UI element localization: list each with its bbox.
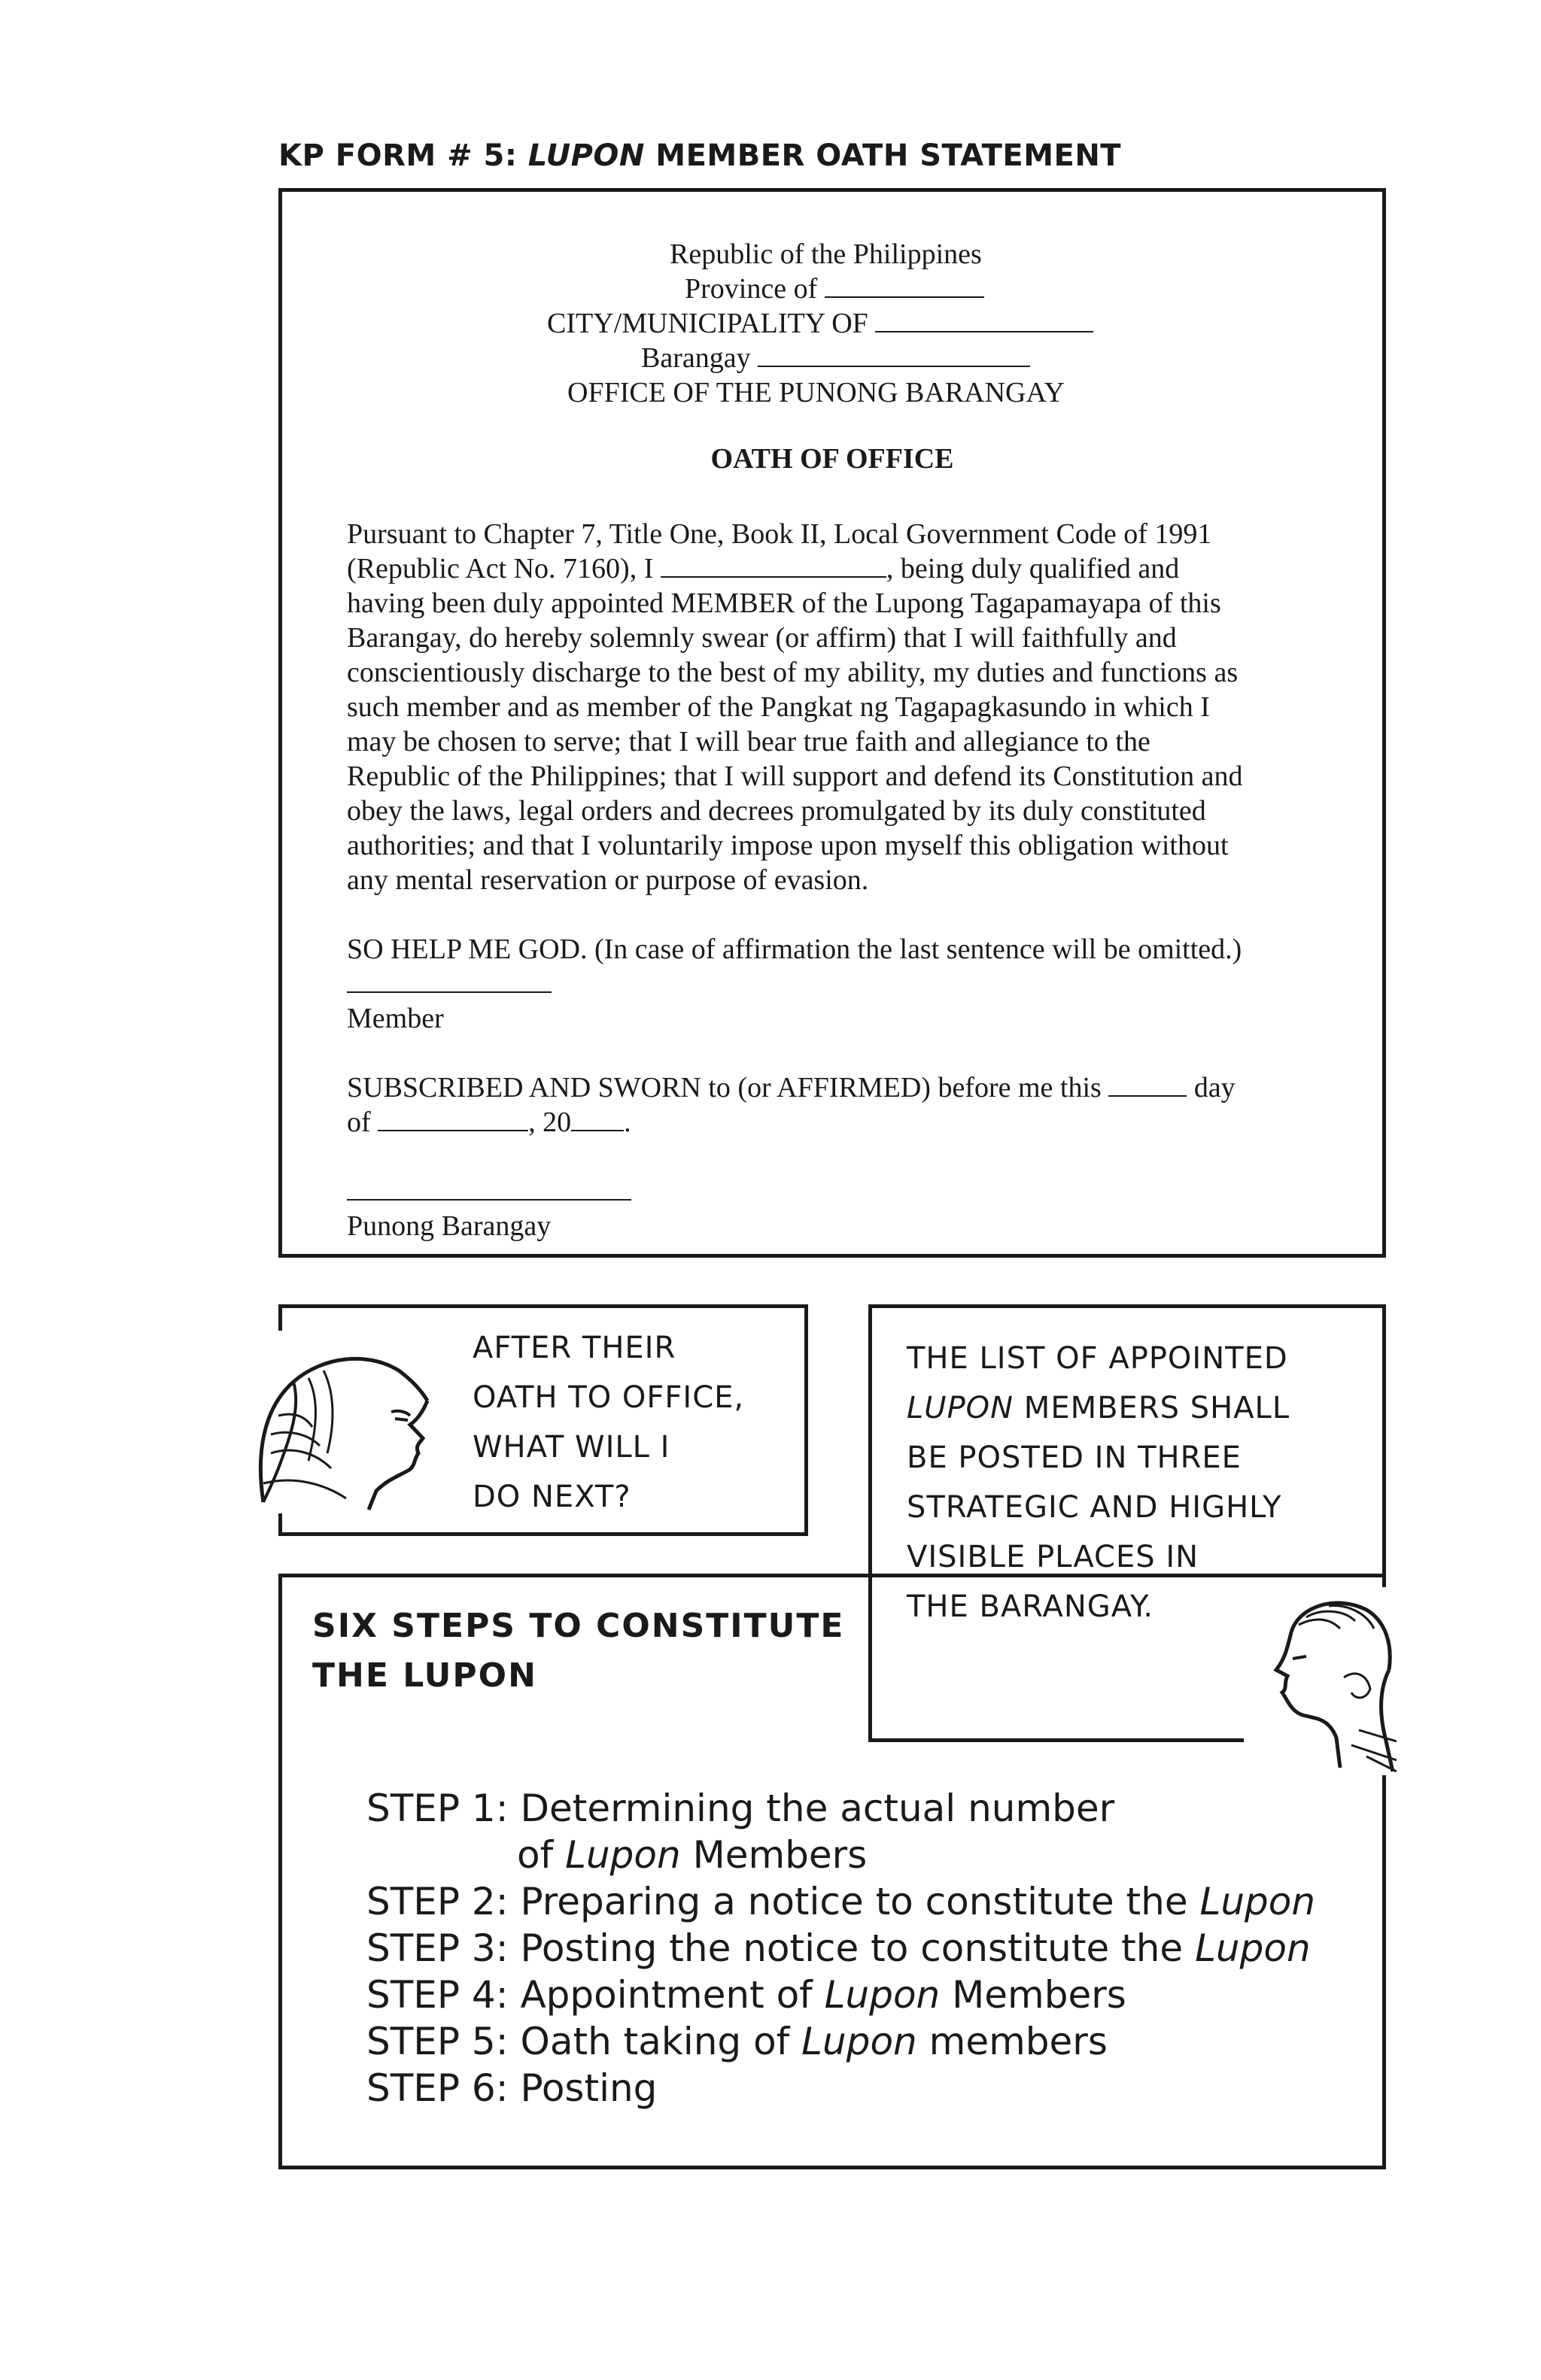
subscribed-day: day — [1193, 1072, 1236, 1103]
form-heading-italic: LUPON — [527, 138, 645, 173]
para-line — [347, 551, 1348, 586]
member-name-blank[interactable] — [661, 552, 886, 578]
bubble-right-italic: LUPON — [907, 1391, 1014, 1425]
bubble-right-rest: MEMBERS SHALL — [1014, 1391, 1290, 1425]
day-blank[interactable] — [1108, 1071, 1187, 1097]
step-text: members — [916, 2020, 1108, 2063]
step-italic: Lupon — [565, 1833, 681, 1877]
header-barangay-label: Barangay — [641, 342, 751, 374]
step-3 — [366, 1925, 1315, 1972]
step-5 — [366, 2018, 1315, 2065]
step-4 — [366, 1972, 1315, 2018]
woman-face-icon — [248, 1340, 436, 1513]
bubble-left-line: WHAT WILL I — [473, 1430, 670, 1465]
punong-signature-blank[interactable] — [347, 1175, 631, 1201]
bubble-right-line: STRATEGIC AND HIGHLY — [907, 1490, 1282, 1525]
step-text: Members — [940, 1973, 1126, 2017]
date-of: of — [347, 1107, 371, 1138]
step-text: of — [517, 1833, 566, 1877]
punong-signature-line — [347, 1174, 1348, 1209]
bubble-right-line: BE POSTED IN THREE — [907, 1440, 1242, 1475]
bubble-right-line — [907, 1383, 1290, 1433]
form-heading — [278, 138, 1257, 173]
province-blank[interactable] — [825, 272, 984, 298]
steps-title-line: SIX STEPS TO CONSTITUTE — [312, 1607, 845, 1645]
step-italic: Lupon — [824, 1973, 941, 2017]
header-city — [282, 306, 1382, 341]
header-republic: Republic of the Philippines — [670, 238, 982, 270]
year-blank[interactable] — [571, 1106, 624, 1131]
steps-list — [366, 1785, 1315, 2111]
punong-label: Punong Barangay — [347, 1210, 552, 1242]
date-year-prefix: , 20 — [528, 1107, 572, 1138]
para-line: having been duly appointed MEMBER of the Lupong Tagapamayapa of this — [347, 587, 1221, 619]
oath-form-box — [278, 188, 1386, 1258]
para-line: Pursuant to Chapter 7, Title One, Book II, Local Government Code of 1991 — [347, 518, 1212, 550]
bubble-left-text — [473, 1323, 744, 1522]
step-text: STEP 3: Posting the notice to constitute the — [366, 1926, 1196, 1970]
oath-title: OATH OF OFFICE — [710, 443, 954, 475]
step-text: STEP 2: Preparing a notice to constitute the — [366, 1880, 1200, 1923]
member-signature-line — [347, 967, 1348, 1001]
step-text: Members — [680, 1833, 868, 1877]
member-label: Member — [347, 1003, 444, 1034]
para-line-part: (Republic Act No. 7160), I — [347, 553, 654, 584]
step-italic: Lupon — [1195, 1926, 1311, 1970]
step-italic: Lupon — [1199, 1880, 1316, 1923]
man-face-icon — [1246, 1587, 1397, 1775]
para-line: may be chosen to serve; that I will bear true faith and allegiance to the — [347, 726, 1150, 757]
step-text: STEP 5: Oath taking of — [366, 2020, 802, 2063]
header-office: OFFICE OF THE PUNONG BARANGAY — [567, 377, 1065, 408]
bubble-left-line: DO NEXT? — [473, 1480, 631, 1514]
para-line: obey the laws, legal orders and decrees promulgated by its duly constituted — [347, 795, 1206, 827]
step-2 — [366, 1878, 1315, 1925]
para-line: such member and as member of the Pangkat ng Tagapagkasundo in which I — [347, 691, 1210, 723]
bubble-right-line: THE LIST OF APPOINTED — [907, 1341, 1288, 1376]
bubble-right-line: VISIBLE PLACES IN — [907, 1540, 1199, 1574]
para-line: conscientiously discharge to the best of my ability, my duties and functions as — [347, 657, 1239, 688]
bubble-left-line: AFTER THEIR — [473, 1331, 676, 1365]
date-period: . — [624, 1107, 631, 1138]
para-line: Barangay, do hereby solemnly swear (or affirm) that I will faithfully and — [347, 622, 1177, 654]
header-city-label: CITY/MUNICIPALITY OF — [547, 308, 868, 339]
para-line: Republic of the Philippines; that I will support and defend its Constitution and — [347, 760, 1243, 792]
oath-header — [282, 237, 1382, 410]
steps-title — [312, 1601, 844, 1701]
oath-body — [347, 517, 1348, 1243]
step-1-cont — [366, 1832, 1315, 1878]
steps-box — [278, 1574, 1386, 2169]
para-line-part: , being duly qualified and — [886, 553, 1180, 584]
steps-title-line: THE LUPON — [312, 1656, 537, 1695]
so-help-line: SO HELP ME GOD. (In case of affirmation the last sentence will be omitted.) — [347, 933, 1242, 965]
step-text: STEP 4: Appointment of — [366, 1973, 825, 2017]
subscribed-text: SUBSCRIBED AND SWORN to (or AFFIRMED) before me this — [347, 1072, 1102, 1103]
form-heading-suffix: MEMBER OATH STATEMENT — [644, 138, 1122, 173]
subscribed-line — [347, 1070, 1348, 1105]
para-line: authorities; and that I voluntarily impose upon myself this obligation without — [347, 830, 1229, 861]
member-signature-blank[interactable] — [347, 967, 552, 993]
header-province-label: Province of — [685, 273, 818, 305]
step-italic: Lupon — [801, 2020, 917, 2063]
bubble-right-line: THE BARANGAY. — [907, 1589, 1154, 1624]
para-line: any mental reservation or purpose of evasion. — [347, 864, 869, 896]
month-blank[interactable] — [378, 1106, 528, 1131]
city-blank[interactable] — [875, 307, 1093, 332]
step-6: STEP 6: Posting — [366, 2066, 658, 2110]
step-1: STEP 1: Determining the actual number — [366, 1787, 1115, 1830]
header-province — [282, 272, 1382, 306]
bubble-left-line: OATH TO OFFICE, — [473, 1380, 745, 1415]
date-line — [347, 1105, 1348, 1140]
barangay-blank[interactable] — [758, 342, 1030, 367]
form-heading-prefix: KP FORM # 5: — [278, 138, 528, 173]
header-barangay — [282, 341, 1382, 375]
